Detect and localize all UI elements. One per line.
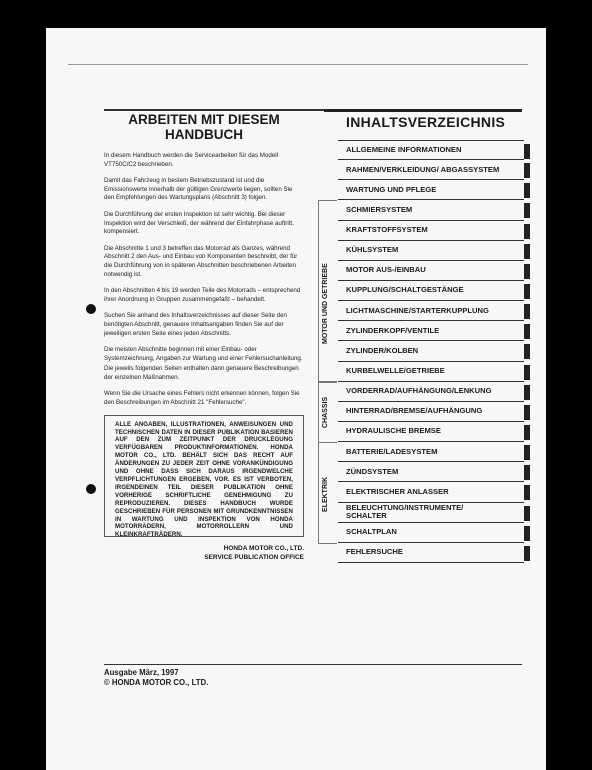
section-tab bbox=[524, 244, 530, 259]
group-label-chassis: CHASSIS bbox=[322, 396, 329, 428]
section-tab bbox=[524, 304, 530, 319]
toc-item-schaltplan[interactable]: SCHALTPLAN bbox=[338, 523, 524, 543]
intro-paragraph: Suchen Sie anhand des Inhaltsverzeichnisses auf dieser Seite den benötigten Abschnitt, genauere Inhaltsangaben finden Sie auf der jeweiligen ersten Seite eines jeden Abschnitts. bbox=[104, 312, 287, 337]
binder-hole-2 bbox=[86, 484, 96, 494]
intro-title: ARBEITEN MIT DIESEM HANDBUCH bbox=[128, 112, 280, 142]
toc-item-kupplung[interactable]: KUPPLUNG/SCHALTGESTÄNGE bbox=[338, 281, 524, 301]
section-tab bbox=[524, 465, 530, 480]
intro-paragraph: In diesem Handbuch werden die Servicearbeiten für das Modell VT750C/C2 beschrieben. bbox=[104, 152, 279, 168]
toc-item-schmiersystem[interactable]: SCHMIERSYSTEM bbox=[338, 200, 524, 220]
group-label-elektrik: ELEKTRIK bbox=[322, 477, 329, 512]
manual-page bbox=[46, 28, 546, 770]
section-tab bbox=[524, 324, 530, 339]
toc-item-rahmen-verkleidung[interactable]: RAHMEN/VERKLEIDUNG/ ABGASSYSTEM bbox=[338, 160, 524, 180]
toc-item-batterie[interactable]: BATTERIE/LADESYSTEM bbox=[338, 442, 524, 462]
toc-item-zylinder-kolben[interactable]: ZYLINDER/KOLBEN bbox=[338, 341, 524, 361]
office-name: SERVICE PUBLICATION OFFICE bbox=[204, 553, 304, 561]
toc-item-fehlersuche[interactable]: FEHLERSUCHE bbox=[338, 543, 524, 563]
toc-item-zylinderkopf[interactable]: ZYLINDERKOPF/VENTILE bbox=[338, 321, 524, 341]
publisher bbox=[104, 544, 304, 562]
section-tab bbox=[524, 183, 530, 198]
section-tab bbox=[524, 425, 530, 440]
toc-item-kuehlsystem[interactable]: KÜHLSYSTEM bbox=[338, 241, 524, 261]
toc-item-anlasser[interactable]: ELEKTRISCHER ANLASSER bbox=[338, 482, 524, 502]
toc-item-vorderrad[interactable]: VORDERRAD/AUFHÄNGUNG/LENKUNG bbox=[338, 382, 524, 402]
toc-item-kraftstoffsystem[interactable]: KRAFTSTOFFSYSTEM bbox=[338, 221, 524, 241]
toc-item-hinterrad[interactable]: HINTERRAD/BREMSE/AUFHÄNGUNG bbox=[338, 402, 524, 422]
section-tab bbox=[524, 344, 530, 359]
toc-item-hydraulische-bremse[interactable]: HYDRAULISCHE BREMSE bbox=[338, 422, 524, 442]
intro-paragraph: Die Abschnitte 1 und 3 betreffen das Motorrad als Ganzes, während Abschnitt 2 den Aus- und Einbau von Komponenten beschreibt, der für die Durchführung von in späteren Abschnitten beschriebenen Arbeiten notwendig ist. bbox=[104, 244, 298, 278]
toc-item-lichtmaschine[interactable]: LICHTMASCHINE/STARTERKUPPLUNG bbox=[338, 301, 524, 321]
section-tab bbox=[524, 445, 530, 460]
intro-paragraph: Die jeweils folgenden Seiten enthalten dann genauere Beschreibungen der einzelnen Maßnahmen. bbox=[104, 365, 299, 381]
toc-title: INHALTSVERZEICHNIS bbox=[346, 114, 506, 130]
footer-rule bbox=[104, 664, 522, 665]
toc-item-wartung[interactable]: WARTUNG UND PFLEGE bbox=[338, 180, 524, 200]
intro-column bbox=[104, 112, 304, 562]
section-tab bbox=[524, 365, 530, 380]
toc-item-kurbelwelle[interactable]: KURBELWELLE/GETRIEBE bbox=[338, 362, 524, 382]
intro-paragraph: Wenn Sie die Ursache eines Fehlers nicht erkennen können, folgen Sie den Beschreibungen im Abschnitt 21 "Fehlersuche". bbox=[104, 390, 300, 407]
section-tab bbox=[524, 526, 530, 541]
footer bbox=[104, 668, 208, 687]
section-tab bbox=[524, 144, 530, 159]
group-label-motor: MOTOR UND GETRIEBE bbox=[322, 263, 329, 344]
top-divider bbox=[68, 64, 528, 65]
section-tab bbox=[524, 264, 530, 279]
legal-notice-box: ALLE ANGABEN, ILLUSTRATIONEN, ANWEISUNGEN UND TECHNISCHEN DATEN IN DIESER PUBLIKATION BASIEREN AUF DEN ZUM ZEITPUNKT DER DRUCKLEGUNG VERFÜGBAREN PRODUKTINFORMATIONEN. HONDA MOTOR CO., LTD. BEHÄLT SICH DAS RECHT AUF ÄNDERUNGEN ZU JEDER ZEIT OHNE VORANKÜNDIGUNG UND OHNE DASS SICH DARAUS IRGENDWELCHE VERPFLICHTUNGEN ERGEBEN, VOR. ES IST VERBOTEN, IRGENDEINEN TEIL DIESER PUBLIKATION OHNE VORHERIGE SCHRIFTLICHE GENEHMIGUNG ZU REPRODUZIEREN. DIESES HANDBUCH WURDE GESCHRIEBEN FÜR PERSONEN MIT GRUNDKENNTNISSEN IN WARTUNG UND INSPEKTION VON HONDA MOTORRÄDERN, MOTORROLLERN UND KLEINKRAFTRÄDERN. bbox=[104, 415, 304, 537]
section-tab bbox=[524, 485, 530, 500]
intro-paragraph: Die Durchführung der ersten Inspektion ist sehr wichtig. Bei dieser Inspektion wird der Verschleiß, der während der Einfahrphase auftritt, kompensiert. bbox=[104, 210, 294, 236]
intro-paragraph: Damit das Fahrzeug in bestem Betriebszustand ist und die Emissionswerte innerhalb der gültigen Grenzwerte liegen, sollten Sie den Empfehlungen des Wartungsplans (Abschnitt 3) folgen. bbox=[104, 177, 293, 202]
section-tab bbox=[524, 546, 530, 561]
intro-paragraph: In den Abschnitten 4 bis 19 werden Teile des Motorrads – entsprechend ihrer Anordnung in Gruppen zusammengefaßt – behandelt. bbox=[104, 287, 301, 303]
toc-item-allgemeine-informationen[interactable]: ALLGEMEINE INFORMATIONEN bbox=[338, 140, 524, 160]
section-tab bbox=[524, 203, 530, 218]
company-name: HONDA MOTOR CO., LTD. bbox=[223, 544, 304, 552]
section-tab bbox=[524, 163, 530, 178]
section-tab bbox=[524, 224, 530, 239]
toc-item-zuendsystem[interactable]: ZÜNDSYSTEM bbox=[338, 462, 524, 482]
intro-paragraph: Die meisten Abschnitte beginnen mit einer Einbau- oder Systemzeichnung, Angaben zur Wartung und einer Fehlersuchanleitung. bbox=[104, 346, 303, 362]
section-tab bbox=[524, 284, 530, 299]
toc-header-rule bbox=[324, 109, 522, 112]
section-tab bbox=[524, 405, 530, 420]
toc-item-motor-ausbau[interactable]: MOTOR AUS-/EINBAU bbox=[338, 261, 524, 281]
toc-list bbox=[338, 140, 524, 563]
binder-hole-1 bbox=[86, 304, 96, 314]
section-tab bbox=[524, 385, 530, 400]
section-tab bbox=[524, 506, 530, 521]
edition-date: Ausgabe März, 1997 bbox=[104, 668, 179, 677]
toc-item-beleuchtung[interactable]: BELEUCHTUNG/INSTRUMENTE/ SCHALTER bbox=[338, 503, 524, 523]
copyright: © HONDA MOTOR CO., LTD. bbox=[104, 677, 209, 687]
